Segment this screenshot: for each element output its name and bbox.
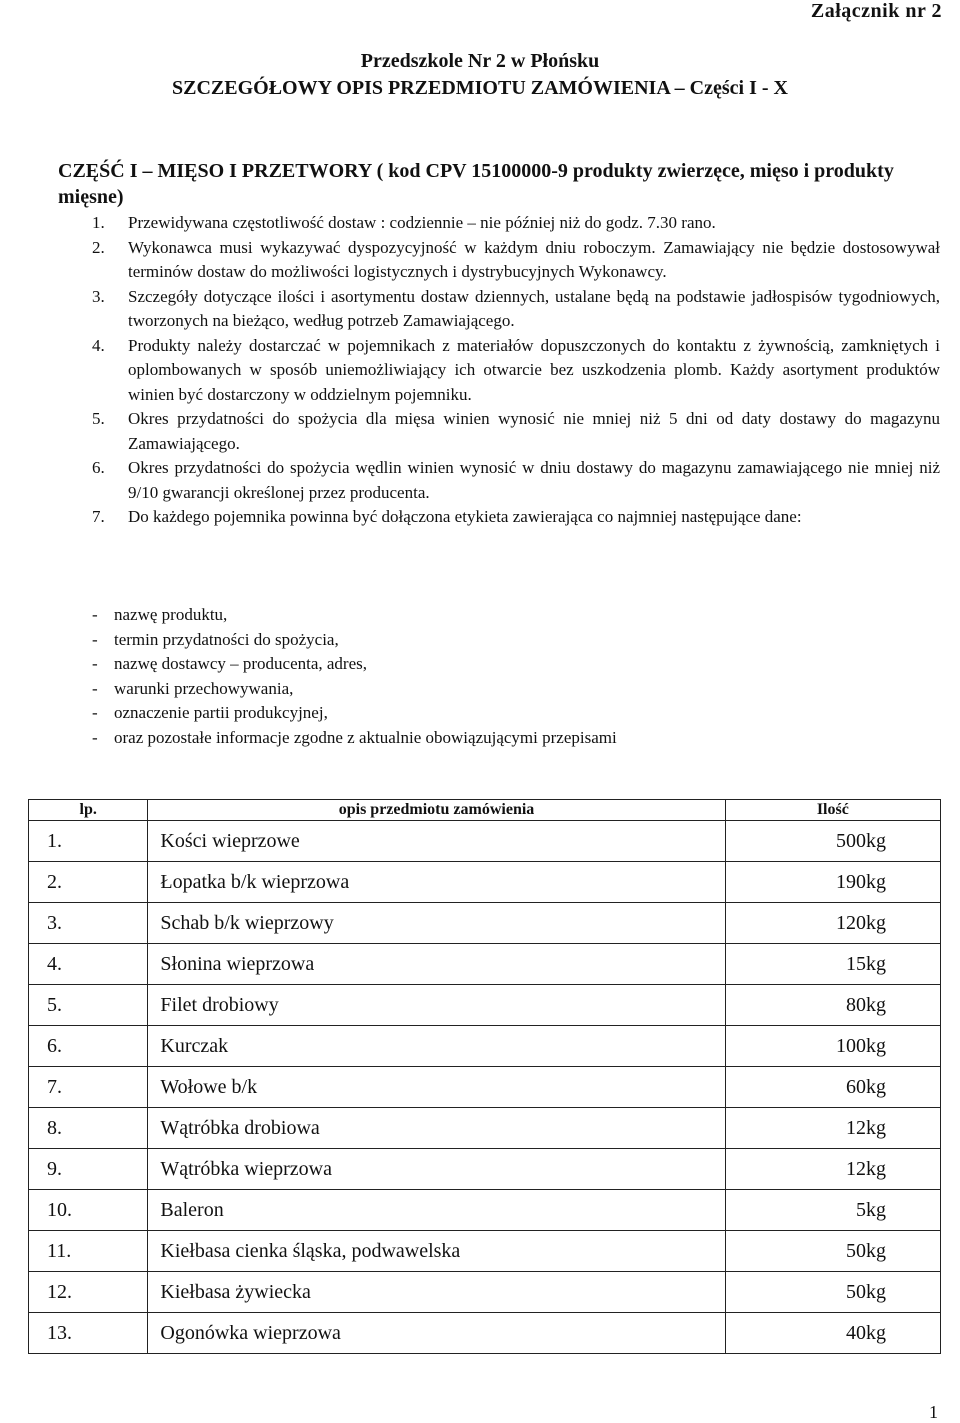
cell-description: Łopatka b/k wieprzowa: [148, 862, 725, 903]
table-row: [29, 1067, 941, 1108]
dash-item: - oznaczenie partii produkcyjnej,: [92, 701, 617, 726]
cell-lp: 2.: [29, 862, 148, 903]
page-number: 1: [929, 1402, 938, 1422]
cell-lp: 3.: [29, 903, 148, 944]
table-row: [29, 1272, 941, 1313]
item-text: Wykonawca musi wykazywać dyspozycyjność w każdym dniu roboczym. Zamawiający nie będzie dostosowywał terminów dostaw do możliwości logistycznych i dystrybucyjnych Wykonawcy.: [128, 237, 940, 281]
label-requirements-list: [92, 603, 617, 750]
cell-description: Wołowe b/k: [148, 1067, 725, 1108]
dash-item-text: nazwę produktu,: [114, 605, 228, 624]
item-text: Szczegóły dotyczące ilości i asortymentu dostaw dziennych, ustalane będą na podstawie jadłospisów tygodniowych, tworzonych na bieżąco, według potrzeb Zamawiającego.: [128, 286, 940, 330]
dash-item-text: termin przydatności do spożycia,: [114, 629, 339, 649]
list-item: [92, 456, 940, 505]
cell-quantity: 40kg: [725, 1313, 940, 1354]
cell-description: Kości wieprzowe: [148, 821, 725, 862]
cell-quantity: 5kg: [725, 1190, 940, 1231]
item-text: Produkty należy dostarczać w pojemnikach z materiałów dopuszczonych do kontaktu z żywnością, zamkniętych i oplombowanych w sposób uniemożliwiający ich otwarcie bez uszkodzenia plomb. Każdy asortyment produktów winien być dostarczony w oddzielnym pojemniku.: [128, 335, 940, 404]
list-item: [92, 211, 940, 236]
list-item: [92, 334, 940, 408]
table-row: [29, 821, 941, 862]
dash-item: - termin przydatności do spożycia,: [92, 628, 617, 653]
cell-lp: 12.: [29, 1272, 148, 1313]
cell-description: Słonina wieprzowa: [148, 944, 725, 985]
item-number: 6.: [92, 458, 105, 477]
cell-lp: 9.: [29, 1149, 148, 1190]
dash-item: - oraz pozostałe informacje zgodne z aktualnie obowiązującymi przepisami: [92, 726, 617, 751]
table-row: [29, 1026, 941, 1067]
dash-item-text: oznaczenie partii produkcyjnej,: [114, 703, 328, 722]
document-title: SZCZEGÓŁOWY OPIS PRZEDMIOTU ZAMÓWIENIA – Części I - X: [172, 77, 788, 99]
list-item: [92, 236, 940, 285]
cell-quantity: 80kg: [725, 985, 940, 1026]
cell-quantity: 50kg: [725, 1272, 940, 1313]
cell-description: Kurczak: [148, 1026, 725, 1067]
cell-lp: 8.: [29, 1108, 148, 1149]
cell-lp: 10.: [29, 1190, 148, 1231]
cell-description: Kiełbasa cienka śląska, podwawelska: [148, 1231, 725, 1272]
table-header-row: [29, 800, 941, 821]
item-number: 1.: [92, 213, 105, 232]
item-number: 4.: [92, 335, 105, 355]
cell-quantity: 12kg: [725, 1108, 940, 1149]
table-row: [29, 1313, 941, 1354]
dash-item-text: warunki przechowywania,: [114, 678, 294, 698]
list-item: [92, 407, 940, 456]
order-table: [28, 799, 941, 1354]
cell-quantity: 500kg: [725, 821, 940, 862]
institution-name: Przedszkole Nr 2 w Płońsku: [360, 50, 600, 72]
requirements-list: [92, 211, 940, 530]
list-item: [92, 285, 940, 334]
table-row: [29, 1231, 941, 1272]
cell-quantity: 50kg: [725, 1231, 940, 1272]
dash-item-text: nazwę dostawcy – producenta, adres,: [114, 654, 368, 673]
cell-description: Filet drobiowy: [148, 985, 725, 1026]
cell-description: Ogonówka wieprzowa: [148, 1313, 725, 1354]
table-row: [29, 1108, 941, 1149]
table-row: [29, 1149, 941, 1190]
cell-quantity: 60kg: [725, 1067, 940, 1108]
item-text: Okres przydatności do spożycia dla mięsa winien wynosić nie mniej niż 5 dni od daty dostawy do magazynu Zamawiającego.: [128, 409, 940, 453]
cell-lp: 6.: [29, 1026, 148, 1067]
cell-description: Kiełbasa żywiecka: [148, 1272, 725, 1313]
table-row: [29, 1190, 941, 1231]
cell-description: Wątróbka drobiowa: [148, 1108, 725, 1149]
table-row: [29, 903, 941, 944]
cell-quantity: 15kg: [725, 944, 940, 985]
table-row: [29, 985, 941, 1026]
column-header-description: opis przedmiotu zamówienia: [148, 800, 725, 821]
dash-item-text: oraz pozostałe informacje zgodne z aktualnie obowiązującymi przepisami: [114, 727, 617, 747]
cell-description: Schab b/k wieprzowy: [148, 903, 725, 944]
column-header-quantity: Ilość: [725, 800, 940, 821]
item-number: 2.: [92, 237, 105, 257]
cell-quantity: 12kg: [725, 1149, 940, 1190]
cell-lp: 11.: [29, 1231, 148, 1272]
dash-item: - nazwę dostawcy – producenta, adres,: [92, 652, 617, 677]
item-number: 7.: [92, 507, 105, 526]
column-header-lp: lp.: [29, 800, 148, 821]
item-number: 5.: [92, 409, 105, 428]
cell-quantity: 120kg: [725, 903, 940, 944]
dash-item: - nazwę produktu,: [92, 603, 617, 628]
list-item: [92, 505, 940, 530]
item-number: 3.: [92, 286, 105, 306]
cell-quantity: 190kg: [725, 862, 940, 903]
attachment-label: Załącznik nr 2: [810, 0, 942, 22]
table-row: [29, 944, 941, 985]
cell-description: Baleron: [148, 1190, 725, 1231]
section-title: CZĘŚĆ I – MIĘSO I PRZETWORY ( kod CPV 15100000-9 produkty zwierzęce, mięso i produkty mięsne): [58, 160, 894, 208]
cell-quantity: 100kg: [725, 1026, 940, 1067]
cell-lp: 13.: [29, 1313, 148, 1354]
cell-lp: 7.: [29, 1067, 148, 1108]
cell-lp: 5.: [29, 985, 148, 1026]
item-text: Okres przydatności do spożycia wędlin winien wynosić w dniu dostawy do magazynu zamawiającego nie mniej niż 9/10 gwarancji określonej przez producenta.: [128, 458, 940, 502]
cell-lp: 1.: [29, 821, 148, 862]
item-text: Do każdego pojemnika powinna być dołączona etykieta zawierająca co najmniej następujące dane:: [128, 507, 802, 526]
item-text: Przewidywana częstotliwość dostaw : codziennie – nie później niż do godz. 7.30 rano.: [128, 213, 716, 232]
dash-item: - warunki przechowywania,: [92, 677, 617, 702]
table-row: [29, 862, 941, 903]
cell-description: Wątróbka wieprzowa: [148, 1149, 725, 1190]
cell-lp: 4.: [29, 944, 148, 985]
